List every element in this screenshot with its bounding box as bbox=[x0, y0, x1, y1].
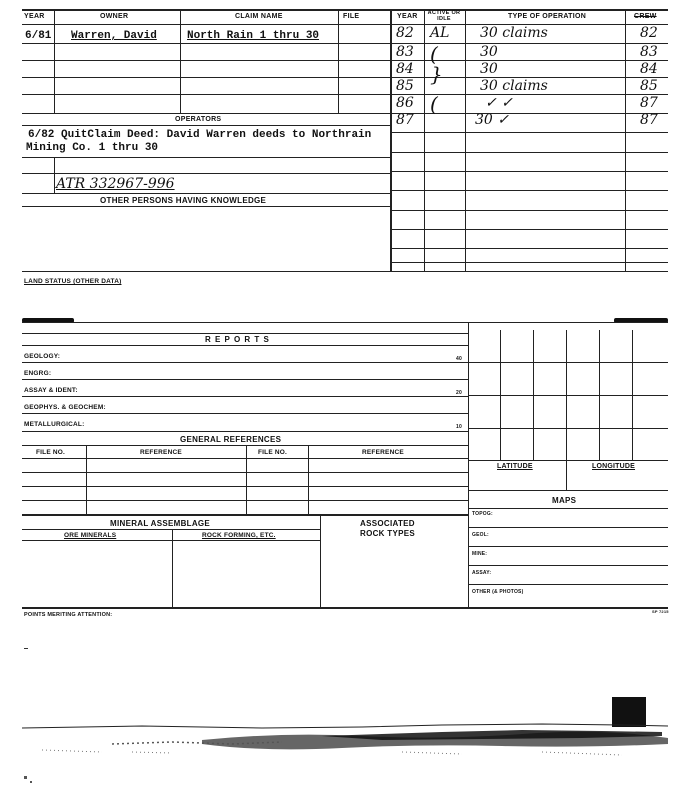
other-persons-label: OTHER PERSONS HAVING KNOWLEDGE bbox=[100, 196, 267, 205]
map-mine: MINE: bbox=[472, 551, 488, 557]
brace-icon: } bbox=[430, 62, 443, 86]
activity-year: 86 bbox=[396, 95, 414, 111]
activity-crew: 85 bbox=[640, 78, 658, 94]
land-status-label: LAND STATUS (OTHER DATA) bbox=[24, 278, 122, 285]
activity-crew: 82 bbox=[640, 25, 658, 41]
activity-crew: 87 bbox=[640, 95, 658, 111]
activity-operation: 30 bbox=[480, 44, 498, 60]
activity-crew: 83 bbox=[640, 44, 658, 60]
mineral-assemblage-title: MINERAL ASSEMBLAGE bbox=[110, 519, 211, 528]
report-metallurgical: METALLURGICAL: bbox=[24, 421, 85, 428]
map-topog: TOPOG: bbox=[472, 511, 493, 517]
owner-name: Warren, David bbox=[71, 30, 157, 42]
longitude-label: LONGITUDE bbox=[592, 463, 636, 470]
owner-year: 6/81 bbox=[25, 30, 52, 42]
associated-label: ASSOCIATED bbox=[360, 519, 415, 528]
type-of-operation-header: TYPE OF OPERATION bbox=[508, 13, 587, 20]
latitude-label: LATITUDE bbox=[497, 463, 533, 470]
operators-text: Mining Co. 1 thru 30 bbox=[26, 142, 159, 154]
report-num: 20 bbox=[456, 390, 462, 396]
operators-text: 6/82 QuitClaim Deed: David Warren deeds to Northrain bbox=[28, 129, 372, 141]
activity-year: 82 bbox=[396, 25, 414, 41]
year-header: YEAR bbox=[24, 13, 45, 20]
brace-icon: ( bbox=[430, 92, 438, 116]
scan-smear bbox=[22, 722, 668, 762]
activity-year: 85 bbox=[396, 78, 414, 94]
ref-col-header: REFERENCE bbox=[362, 449, 404, 456]
activity-operation: ✓ ✓ bbox=[485, 95, 513, 111]
operators-label: OPERATORS bbox=[175, 116, 222, 123]
owner-header: OWNER bbox=[100, 13, 129, 20]
activity-operation: 30 claims bbox=[480, 78, 548, 94]
activity-operation: 30 bbox=[480, 61, 498, 77]
activity-crew: 87 bbox=[640, 112, 658, 128]
activity-active: AL bbox=[430, 25, 450, 41]
activity-operation: 30 ✓ bbox=[475, 112, 509, 128]
brace-icon: ( bbox=[430, 42, 438, 66]
activity-year: 84 bbox=[396, 61, 414, 77]
activity-year: 87 bbox=[396, 112, 414, 128]
reports-title: R E P O R T S bbox=[205, 335, 270, 344]
year2-header: YEAR bbox=[397, 13, 418, 20]
map-assay: ASSAY: bbox=[472, 570, 492, 576]
active-idle-header: ACTIVE OR IDLE bbox=[427, 10, 461, 22]
ore-minerals-label: ORE MINERALS bbox=[64, 532, 117, 539]
rock-types-label: ROCK TYPES bbox=[360, 529, 416, 538]
report-geophys: GEOPHYS. & GEOCHEM: bbox=[24, 404, 106, 411]
general-references-title: GENERAL REFERENCES bbox=[180, 435, 282, 444]
report-engrg: ENGRG: bbox=[24, 370, 52, 377]
maps-title: MAPS bbox=[552, 496, 577, 505]
ref-col-header: FILE NO. bbox=[36, 449, 66, 456]
rock-forming-label: ROCK FORMING, ETC. bbox=[202, 532, 276, 539]
atr-number: ATR 332967-996 bbox=[56, 176, 175, 192]
map-other: OTHER (& PHOTOS) bbox=[472, 589, 524, 595]
ref-col-header: FILE NO. bbox=[258, 449, 288, 456]
crew-header: CREW bbox=[634, 13, 657, 20]
file-header: FILE bbox=[343, 13, 360, 20]
claim-name: North Rain 1 thru 30 bbox=[187, 30, 320, 42]
points-meriting-attention-label: POINTS MERITING ATTENTION: bbox=[24, 612, 113, 618]
ref-col-header: REFERENCE bbox=[140, 449, 182, 456]
claim-name-header: CLAIM NAME bbox=[235, 13, 283, 20]
activity-crew: 84 bbox=[640, 61, 658, 77]
report-num: 40 bbox=[456, 356, 462, 362]
activity-year: 83 bbox=[396, 44, 414, 60]
activity-operation: 30 claims bbox=[480, 25, 548, 41]
form-number: SP 7215 bbox=[652, 609, 669, 614]
report-num: 10 bbox=[456, 424, 462, 430]
report-geology: GEOLOGY: bbox=[24, 353, 61, 360]
map-geol: GEOL: bbox=[472, 532, 489, 538]
report-assay: ASSAY & IDENT: bbox=[24, 387, 78, 394]
